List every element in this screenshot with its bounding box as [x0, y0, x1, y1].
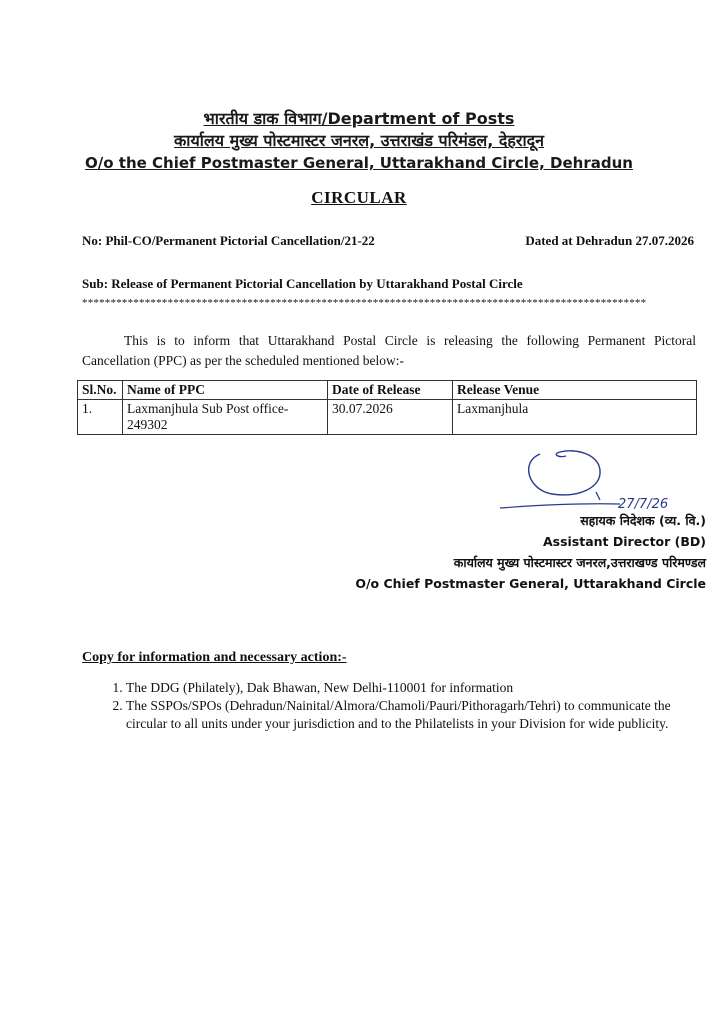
- office-english: O/o Chief Postmaster General, Uttarakhand Circle: [355, 576, 706, 591]
- col-header-name: Name of PPC: [123, 381, 328, 400]
- cell-date: 30.07.2026: [328, 400, 453, 435]
- document-title: CIRCULAR: [311, 188, 407, 207]
- reference-number: No: Phil-CO/Permanent Pictorial Cancellation/21-22: [82, 233, 375, 248]
- subject-line: Sub: Release of Permanent Pictorial Cancellation by Uttarakhand Postal Circle: [82, 276, 523, 291]
- col-header-slno: Sl.No.: [78, 381, 123, 400]
- letterhead-office-hindi: कार्यालय मुख्य पोस्टमास्टर जनरल, उत्तराखंड परिमंडल, देहरादून: [174, 131, 544, 150]
- cell-slno: 1.: [78, 400, 123, 435]
- table-row: [78, 400, 697, 435]
- table-header-row: [78, 381, 697, 400]
- letterhead-department: भारतीय डाक विभाग/Department of Posts: [203, 109, 515, 128]
- copy-list: [82, 679, 706, 733]
- body-paragraph: This is to inform that Uttarakhand Postal Circle is releasing the following Permanent Pictoral Cancellation (PPC) as per the scheduled mentioned below:-: [82, 333, 696, 368]
- letterhead-office-english: O/o the Chief Postmaster General, Uttarakhand Circle, Dehradun: [85, 154, 633, 172]
- signature-block: [355, 510, 706, 594]
- col-header-date: Date of Release: [328, 381, 453, 400]
- list-item: 1. The DDG (Philately), Dak Bhawan, New Delhi-110001 for information: [126, 679, 706, 697]
- reference-date: Dated at Dehradun 27.07.2026: [525, 233, 694, 248]
- list-item: 2. The SSPOs/SPOs (Dehradun/Nainital/Almora/Chamoli/Pauri/Pithoragarh/Tehri) to communicate the circular to all units under your jurisdiction and to the Philatelists in your Division for wide publicity.: [126, 697, 706, 733]
- copy-heading: Copy for information and necessary action:-: [82, 650, 347, 665]
- letterhead: [0, 108, 718, 174]
- designation-hindi: सहायक निदेशक (व्य. वि.): [580, 513, 706, 528]
- cell-name: Laxmanjhula Sub Post office-249302: [123, 400, 328, 435]
- separator: ***************************************************************************************************: [82, 297, 647, 309]
- ppc-table: [77, 380, 697, 435]
- office-hindi: कार्यालय मुख्य पोस्टमास्टर जनरल,उत्तराखण्ड परिमण्डल: [453, 555, 706, 570]
- designation-english: Assistant Director (BD): [542, 534, 706, 549]
- cell-venue: Laxmanjhula: [453, 400, 697, 435]
- col-header-venue: Release Venue: [453, 381, 697, 400]
- svg-text:27/7/26: 27/7/26: [618, 497, 669, 512]
